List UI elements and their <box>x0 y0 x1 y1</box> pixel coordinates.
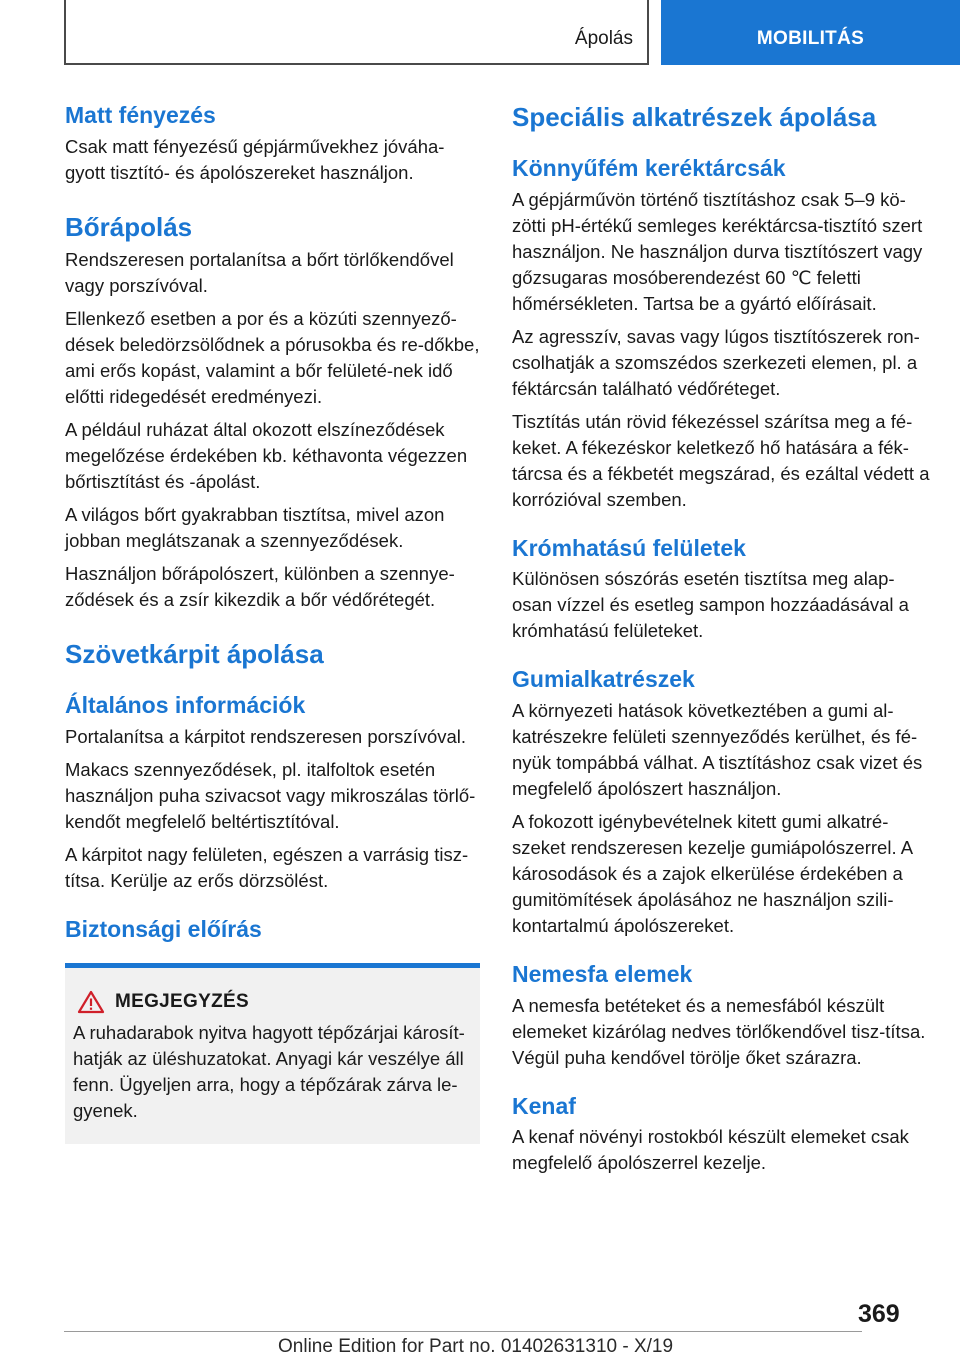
paragraph: A gépjárművön történő tisztításhoz csak 5–9 kö-zötti pH-értékű semleges keréktárcsa-tisztító szert használjon. Ne használjon durva tisztítószert vagy gőzsugaras mosóberendezést 60 ℃ feletti hőmérsékleten. Tartsa be a gyártó előírásait. <box>512 188 923 314</box>
paragraph: A például ruházat által okozott elszíneződések megelőzése érdekében kb. kéthavonta végezzen bőrtisztítást és -ápolást. <box>65 418 468 492</box>
heading-kromhatasu-feluletek: Krómhatású felületek <box>512 534 746 561</box>
paragraph: Az agresszív, savas vagy lúgos tisztítószerek ron-csolhatják a szomszédos szerkezeti elemen, pl. a féktárcsán található védőréteget. <box>512 325 920 399</box>
paragraph: Portalanítsa a kárpitot rendszeresen porszívóval. <box>65 725 467 747</box>
heading-specialis-alkatreszek: Speciális alkatrészek ápolása <box>512 102 877 132</box>
footer-divider <box>64 1331 862 1332</box>
header-chapter-title: MOBILITÁS <box>756 28 865 49</box>
header-section-box <box>64 0 649 65</box>
paragraph: Tisztítás után rövid fékezéssel szárítsa meg a fé-keket. A fékezéskor keletkező hő hatására a fék-tárcsa és a fékbetét megszárad, és ezáltal védett a korrózióval szemben. <box>512 410 930 510</box>
notice-box <box>65 963 480 1144</box>
heading-altalanos-informaciok: Általános információk <box>65 691 306 718</box>
paragraph: A kenaf növényi rostokból készült elemeket csak megfelelő ápolószerrel kezelje. <box>512 1126 909 1174</box>
paragraph: Rendszeresen portalanítsa a bőrt törlőkendővel vagy porszívóval. <box>65 248 454 296</box>
heading-gumialkatreszek: Gumialkatrészek <box>512 666 695 693</box>
paragraph: A kárpitot nagy felületen, egészen a varrásig tisz-títsa. Kerülje az erős dörzsölést. <box>65 843 469 891</box>
heading-konnyufem-kerektarcsak: Könnyűfém keréktárcsák <box>512 155 786 182</box>
paragraph: Használjon bőrápolószert, különben a szennye-ződések és a zsír kikezdik a bőr védőrétegét. <box>65 562 455 610</box>
heading-kenaf: Kenaf <box>512 1092 576 1119</box>
footer-edition: Online Edition for Part no. 01402631310 - X/19 <box>278 1336 674 1357</box>
paragraph: A világos bőrt gyakrabban tisztítsa, mivel azon jobban meglátszanak a szennyeződések. <box>65 503 445 551</box>
paragraph: Makacs szennyeződések, pl. italfoltok esetén használjon puha szivacsot vagy mikroszálas törlő-kendőt megfelelő beltértisztítóval. <box>65 758 476 832</box>
notice-title: MEGJEGYZÉS <box>115 991 249 1013</box>
warning-triangle-icon <box>77 990 105 1014</box>
paragraph: A környezeti hatások következtében a gumi al-katrészekre felületi szennyeződés kerülhet, és fé-nyük tompábbá válhat. A tisztításhoz csak vizet és megfelelő ápolószert használjon. <box>512 699 923 799</box>
right-column <box>512 100 930 1183</box>
header-section-title: Ápolás <box>574 28 633 49</box>
heading-szovetkarpit: Szövetkárpit ápolása <box>65 638 324 669</box>
left-column <box>65 100 480 1144</box>
paragraph: A nemesfa betéteket és a nemesfából készült elemeket kizárólag nedves törlőkendővel tisz-títsa. Végül puha kendővel törölje őket szárazra. <box>512 994 926 1068</box>
paragraph: Ellenkező esetben a por és a közúti szennyező-dések beledörzsölődnek a pórusokba és re-dőkbe, ami erős kopást, valamint a bőr felületé-nek idő előtti ridegedését eredményezi. <box>65 307 480 407</box>
paragraph: Különösen sószórás esetén tisztítsa meg alap-osan vízzel és esetleg sampon hozzáadásával a krómhatású felületeket. <box>512 568 909 642</box>
heading-nemesfa-elemek: Nemesfa elemek <box>512 960 693 987</box>
notice-header <box>73 990 472 1014</box>
header-chapter-tab <box>661 0 960 65</box>
paragraph: A fokozott igénybevételnek kitett gumi alkatré-szeket rendszeresen kezelje gumiápolószerrel. A károsodások és a zajok elkerülése érdekében a gumitömítések ápolásához ne használjon szili-kontartalmú ápolószereket. <box>512 810 913 936</box>
notice-text: A ruhadarabok nyitva hagyott tépőzárjai károsít-hatják az üléshuzatokat. Anyagi kár veszélye áll fenn. Ügyeljen arra, hogy a tépőzárak zárva le-gyenek. <box>73 1022 465 1122</box>
heading-biztonsagi-eloiras: Biztonsági előírás <box>65 915 262 942</box>
page-number: 369 <box>858 1300 900 1328</box>
heading-matt-fenyezes: Matt fényezés <box>65 102 216 128</box>
heading-borapolas: Bőrápolás <box>65 211 193 242</box>
paragraph: Csak matt fényezésű gépjárművekhez jóváha-gyott tisztító- és ápolószereket használjon. <box>65 135 445 183</box>
